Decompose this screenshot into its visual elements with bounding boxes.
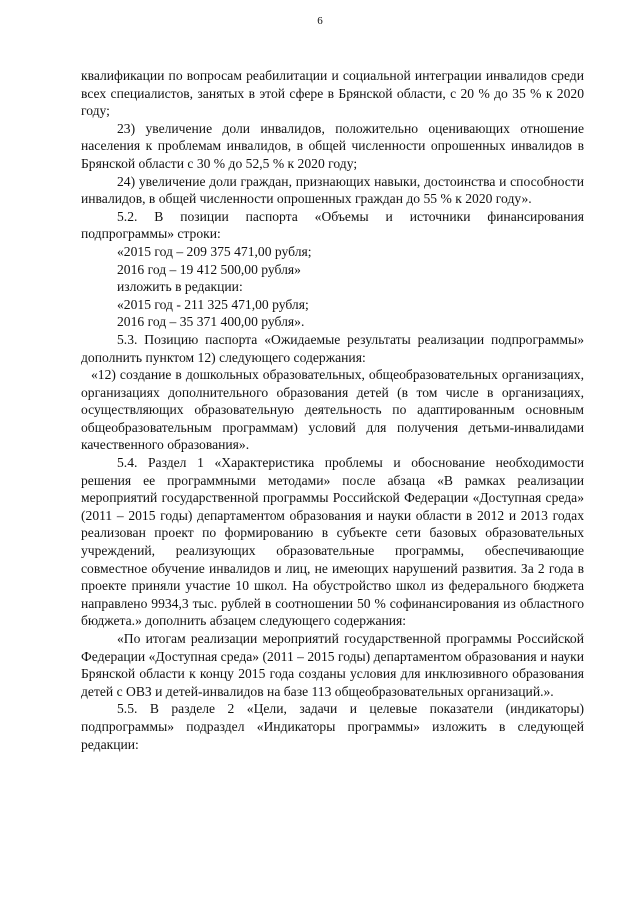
paragraph-continuation: квалификации по вопросам реабилитации и социальной интеграции инвалидов среди всех специалистов, занятых в этой сфере в Брянской области, с 20 % до 35 % к 2020 году; bbox=[81, 68, 584, 119]
edit-instruction: изложить в редакции: bbox=[117, 279, 243, 295]
paragraph-item-24: 24) увеличение доли граждан, признающих навыки, достоинства и способности инвалидов, в общей численности опрошенных граждан до 55 % к 2020 году». bbox=[81, 173, 584, 207]
new-line-2016: 2016 год – 35 371 400,00 рубля». bbox=[117, 314, 305, 330]
page-number: 6 bbox=[317, 15, 323, 27]
old-line-2015: «2015 год – 209 375 471,00 рубля; bbox=[117, 243, 312, 259]
old-line-2016: 2016 год – 19 412 500,00 рубля» bbox=[117, 261, 301, 277]
paragraph-5-3: 5.3. Позицию паспорта «Ожидаемые результаты реализации подпрограммы» дополнить пунктом 12) следующего содержания: bbox=[81, 331, 584, 365]
paragraph-item-12-quote: «12) создание в дошкольных образовательных, общеобразовательных организациях, организациях дополнительного образования детей (в том числе в организациях, осуществляющих образовательную деятельность по адаптированным основным общеобразовательным программам) условий для получения детьми-инвалидами качественного образования». bbox=[81, 367, 584, 453]
paragraph-5-2: 5.2. В позиции паспорта «Объемы и источники финансирования подпрограммы» строки: bbox=[81, 208, 584, 242]
document-body bbox=[81, 67, 584, 753]
paragraph-added-quote: «По итогам реализации мероприятий государственной программы Российской Федерации «Доступная среда» (2011 – 2015 годы) департаментом образования и науки Брянской области к концу 2015 года созданы условия для инклюзивного образования детей с ОВЗ и детей-инвалидов на базе 113 общеобразовательных организаций.». bbox=[81, 631, 584, 699]
paragraph-5-5: 5.5. В разделе 2 «Цели, задачи и целевые показатели (индикаторы) подпрограммы» подраздел «Индикаторы программы» изложить в следующей редакции: bbox=[81, 701, 584, 752]
paragraph-item-23: 23) увеличение доли инвалидов, положительно оценивающих отношение населения к проблемам инвалидов, в общей численности опрошенных инвалидов в Брянской области с 30 % до 52,5 % к 2020 году; bbox=[81, 120, 584, 171]
paragraph-5-4: 5.4. Раздел 1 «Характеристика проблемы и обоснование необходимости решения ее программными методами» после абзаца «В рамках реализации мероприятий государственной программы Российской Федерации «Доступная среда» (2011 – 2015 годы) департаментом образования и науки области в 2012 и 2013 годах реализован проект по формированию в субъекте сети базовых образовательных учреждений, реализующих образовательные программы, обеспечивающие совместное обучение инвалидов и лиц, не имеющих нарушений развития. За 2 года в проекте приняли участие 10 школ. На обустройство школ из федерального бюджета направлено 9934,3 тыс. рублей в соотношении 50 % софинансирования из областного бюджета.» дополнить абзацем следующего содержания: bbox=[81, 455, 584, 629]
new-line-2015: «2015 год - 211 325 471,00 рубля; bbox=[117, 296, 309, 312]
